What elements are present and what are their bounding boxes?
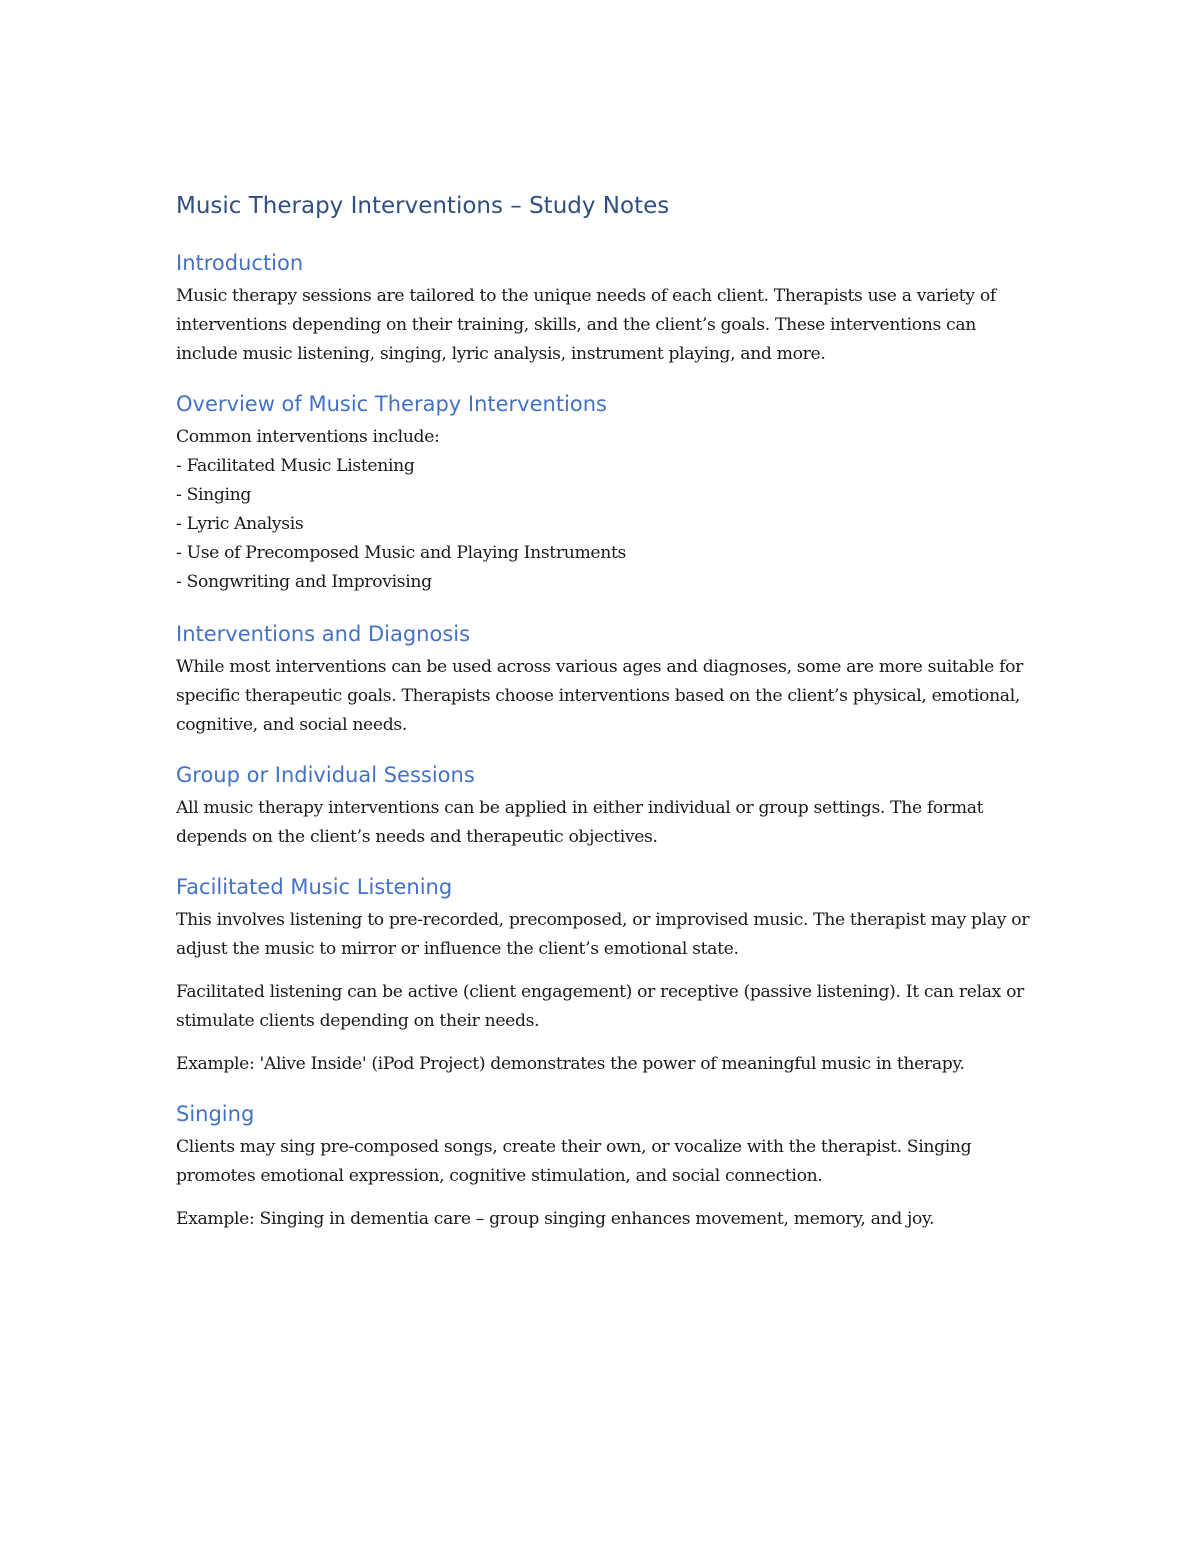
- section-group: [176, 760, 1036, 852]
- paragraph: This involves listening to pre-recorded, precomposed, or improvised music. The therapist may play or adjust the music to mirror or influence the client’s emotional state.: [176, 910, 1030, 959]
- list-item: - Lyric Analysis: [176, 510, 1036, 539]
- paragraph: Facilitated listening can be active (client engagement) or receptive (passive listening). It can relax or stimulate clients depending on their needs.: [176, 982, 1024, 1031]
- section-heading: Interventions and Diagnosis: [176, 622, 471, 646]
- section-listening: [176, 872, 1036, 1079]
- paragraph: Music therapy sessions are tailored to the unique needs of each client. Therapists use a variety of interventions depending on their training, skills, and the client’s goals. These interventions can include music listening, singing, lyric analysis, instrument playing, and more.: [176, 286, 996, 364]
- list-item: - Facilitated Music Listening: [176, 452, 1036, 481]
- section-overview: [176, 389, 1036, 597]
- paragraph: Example: 'Alive Inside' (iPod Project) demonstrates the power of meaningful music in therapy.: [176, 1054, 965, 1074]
- document-title: Music Therapy Interventions – Study Notes: [176, 193, 670, 219]
- section-heading: Singing: [176, 1102, 255, 1126]
- section-heading: Introduction: [176, 251, 304, 275]
- document-page: [176, 190, 1036, 1254]
- section-heading: Facilitated Music Listening: [176, 875, 453, 899]
- interventions-list: [176, 452, 1036, 597]
- list-item: - Singing: [176, 481, 1036, 510]
- section-heading: Group or Individual Sessions: [176, 763, 475, 787]
- list-item: - Use of Precomposed Music and Playing Instruments: [176, 539, 1036, 568]
- list-item: - Songwriting and Improvising: [176, 568, 1036, 597]
- section-diagnosis: [176, 619, 1036, 740]
- paragraph: While most interventions can be used across various ages and diagnoses, some are more suitable for specific therapeutic goals. Therapists choose interventions based on the client’s physical, emotional, cognitive, and social needs.: [176, 657, 1023, 735]
- paragraph: All music therapy interventions can be applied in either individual or group settings. The format depends on the client’s needs and therapeutic objectives.: [176, 798, 984, 847]
- section-heading: Overview of Music Therapy Interventions: [176, 392, 607, 416]
- list-intro: Common interventions include:: [176, 427, 440, 447]
- paragraph: Example: Singing in dementia care – group singing enhances movement, memory, and joy.: [176, 1209, 935, 1229]
- section-introduction: [176, 248, 1036, 369]
- section-singing: [176, 1099, 1036, 1234]
- paragraph: Clients may sing pre-composed songs, create their own, or vocalize with the therapist. Singing promotes emotional expression, cognitive stimulation, and social connection.: [176, 1137, 972, 1186]
